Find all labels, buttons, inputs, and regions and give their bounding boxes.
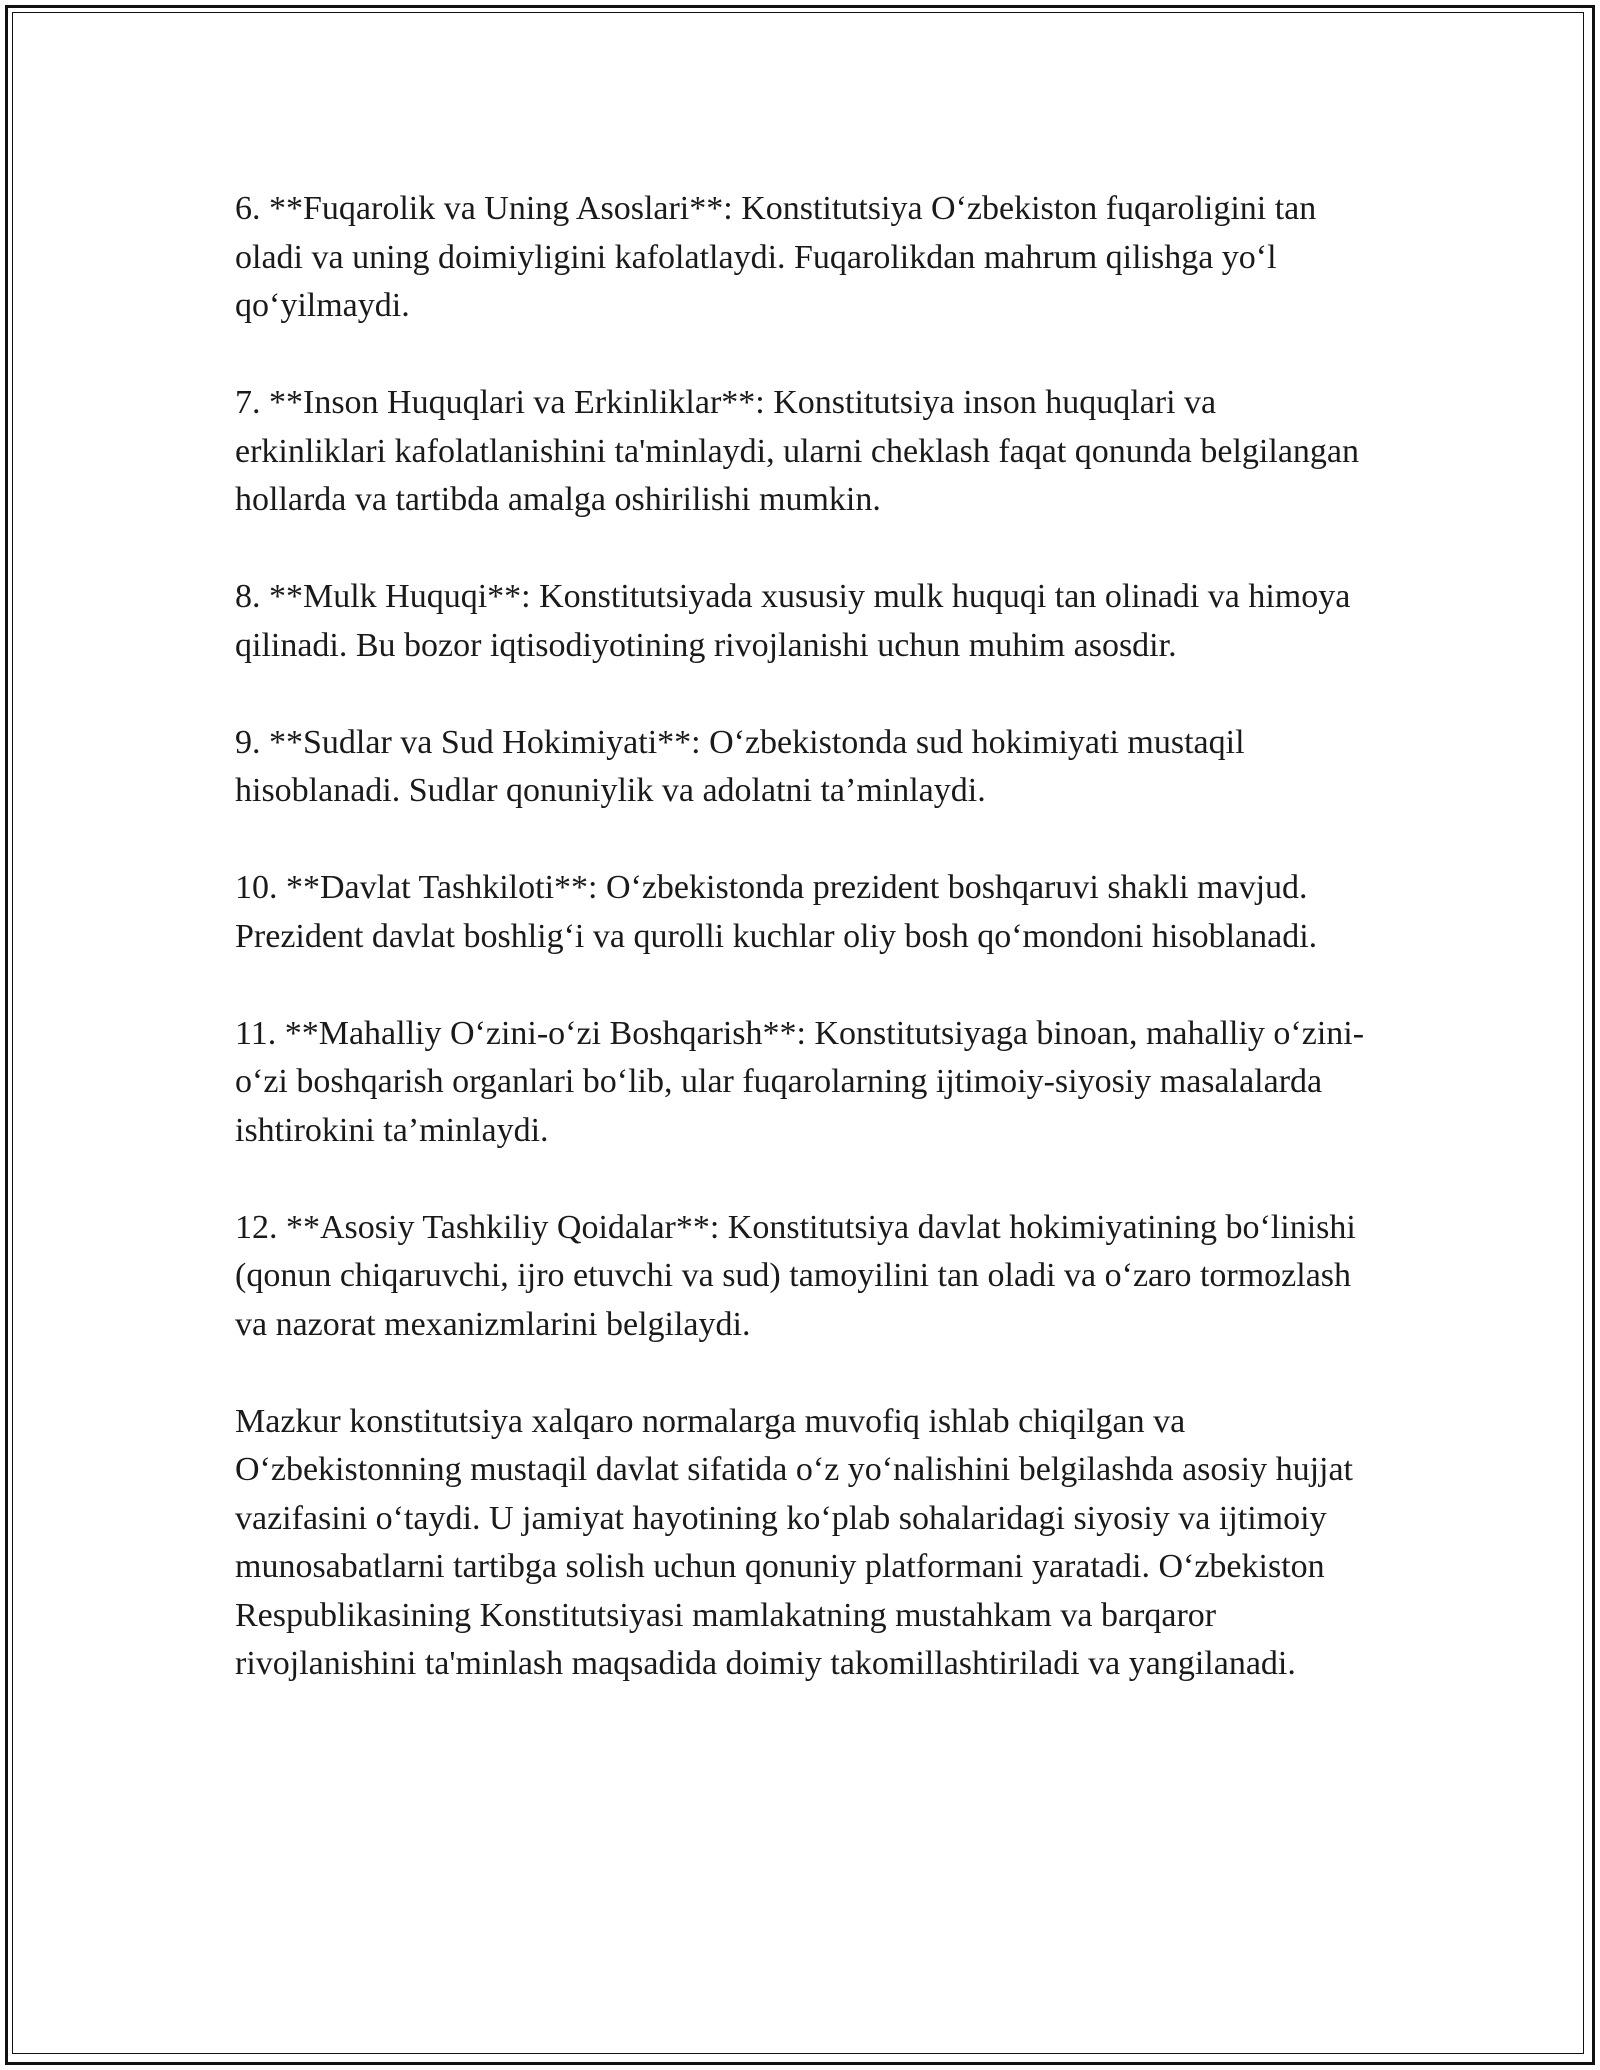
paragraph-item-7: 7. **Inson Huquqlari va Erkinliklar**: Konstitutsiya inson huquqlari va erkinliklari kafolatlanishini ta'minlaydi, ularni cheklash faqat qonunda belgilangan hollarda va tartibda amalga oshirilishi mumkin.	[235, 384, 1360, 518]
document-body	[235, 185, 1365, 1737]
paragraph-item-8: 8. **Mulk Huquqi**: Konstitutsiyada xususiy mulk huquqi tan olinadi va himoya qilinadi. Bu bozor iqtisodiyotining rivojlanishi uchun muhim asosdir.	[235, 578, 1351, 664]
paragraph-item-10: 10. **Davlat Tashkiloti**: O‘zbekistonda prezident boshqaruvi shakli mavjud. Prezident davlat boshlig‘i va qurolli kuchlar oliy bosh qo‘mondoni hisoblanadi.	[235, 869, 1318, 955]
paragraph-item-12: 12. **Asosiy Tashkiliy Qoidalar**: Konstitutsiya davlat hokimiyatining bo‘linishi (qonun chiqaruvchi, ijro etuvchi va sud) tamoyilini tan oladi va o‘zaro tormozlash va nazorat mexanizmlarini belgilaydi.	[235, 1208, 1356, 1343]
paragraph-conclusion: Mazkur konstitutsiya xalqaro normalarga muvofiq ishlab chiqilgan va O‘zbekistonning mustaqil davlat sifatida o‘z yo‘nalishini belgilashda asosiy hujjat vazifasini o‘taydi. U jamiyat hayotining ko‘plab sohalaridagi siyosiy va ijtimoiy munosabatlarni tartibga solish uchun qonuniy platformani yaratadi. O‘zbekiston Respublikasining Konstitutsiyasi mamlakatning mustahkam va barqaror rivojlanishini ta'minlash maqsadida doimiy takomillashtiriladi va yangilanadi.	[235, 1402, 1353, 1682]
paragraph-item-9: 9. **Sudlar va Sud Hokimiyati**: O‘zbekistonda sud hokimiyati mustaqil hisoblanadi. Sudlar qonuniylik va adolatni ta’minlaydi.	[235, 723, 1245, 809]
paragraph-item-11: 11. **Mahalliy O‘zini-o‘zi Boshqarish**: Konstitutsiyaga binoan, mahalliy o‘zini-o‘zi boshqarish organlari bo‘lib, ular fuqarolarning ijtimoiy-siyosiy masalalarda ishtirokini ta’minlaydi.	[235, 1014, 1365, 1149]
paragraph-item-6: 6. **Fuqarolik va Uning Asoslari**: Konstitutsiya O‘zbekiston fuqaroligini tan oladi va uning doimiyligini kafolatlaydi. Fuqarolikdan mahrum qilishga yo‘l qo‘yilmaydi.	[235, 190, 1317, 324]
